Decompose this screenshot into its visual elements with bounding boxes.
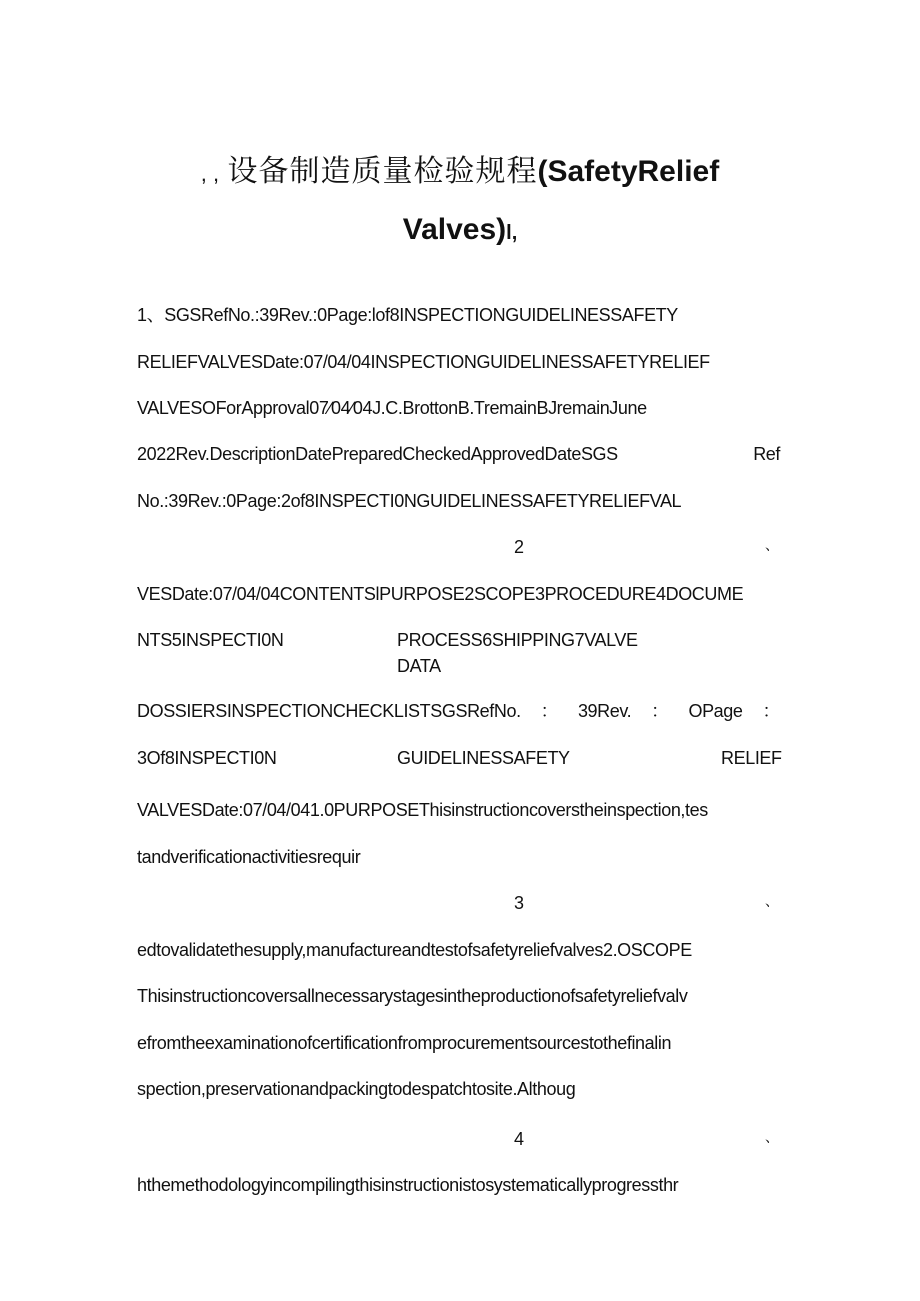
body-line-4 (137, 443, 780, 465)
body-line-2: RELIEFVALVESDate:07/04/04INSPECTIONGUIDELINESSAFETYRELIEF (137, 352, 710, 372)
body-line-9c: RELIEF (721, 748, 782, 768)
body-line-3: VALVESOForApproval07∕04∕04J.C.BrottonB.TremainBJremainJune (137, 398, 647, 418)
body-line-8 (137, 700, 780, 722)
page-number: 2 (514, 537, 525, 557)
title-english-b: Valves) (402, 213, 507, 246)
title-suffix: l, (506, 222, 518, 244)
title-prefix: , , (200, 161, 220, 186)
body-line-13: Thisinstructioncoversallnecessarystagesintheproductionofsafetyreliefvalv (137, 986, 688, 1006)
body-line-15: spection,preservationandpackingtodespatchtosite.Althoug (137, 1079, 576, 1099)
body-line-4-b: Ref (753, 444, 780, 464)
title-chinese: 设备制造质量检验规程 (227, 155, 538, 188)
body-line-7b: PROCESS6SHIPPING7VALVE (397, 630, 638, 650)
body-line-4-a: 2022Rev.DescriptionDatePreparedCheckedApprovedDateSGS (137, 444, 618, 464)
body-line-8-c: 39Rev. (577, 701, 632, 721)
body-line-5: No.:39Rev.:0Page:2of8INSPECTI0NGUIDELINESSAFETYRELIEFVAL (137, 491, 682, 511)
body-line-8-f: ： (762, 701, 780, 721)
page-mark: 、 (765, 893, 779, 909)
body-line-10: VALVESDate:07/04/041.0PURPOSEThisinstructioncoverstheinspection,tes (137, 800, 708, 820)
body-line-8-a: DOSSIERSINSPECTIONCHECKLISTSGSRefNo. (137, 701, 521, 721)
body-line-16: hthemethodologyincompilingthisinstructionistosystematicallyprogressthr (137, 1175, 679, 1195)
title-english-a: (SafetyRelief (537, 155, 720, 188)
page-mark: 、 (765, 1129, 779, 1145)
document-title-line-2 (0, 213, 920, 247)
page-mark: 、 (765, 537, 779, 553)
document-title-line-1 (0, 146, 920, 190)
body-line-8-b: ： (540, 701, 559, 721)
page-number: 4 (514, 1129, 525, 1149)
body-line-1: 1、SGSRefNo.:39Rev.:0Page:lof8INSPECTIONGUIDELINESSAFETY (137, 305, 678, 325)
body-line-6: VESDate:07/04/04CONTENTSlPURPOSE2SCOPE3PROCEDURE4DOCUME (137, 584, 744, 604)
body-line-9b: GUIDELINESSAFETY (397, 748, 570, 768)
body-line-14: efromtheexaminationofcertificationfromprocurementsourcestothefinalin (137, 1033, 672, 1053)
body-line-12: edtovalidatethesupply,manufactureandtestofsafetyreliefvalves2.OSCOPE (137, 940, 692, 960)
body-line-9a: 3Of8INSPECTI0N (137, 748, 277, 768)
body-line-11: tandverificationactivitiesrequir (137, 847, 361, 867)
body-line-8-d: ： (651, 701, 669, 721)
body-line-7c: DATA (397, 656, 441, 676)
page-number: 3 (514, 893, 525, 913)
body-line-8-e: OPage (688, 701, 743, 721)
body-line-7a: NTS5INSPECTI0N (137, 630, 284, 650)
